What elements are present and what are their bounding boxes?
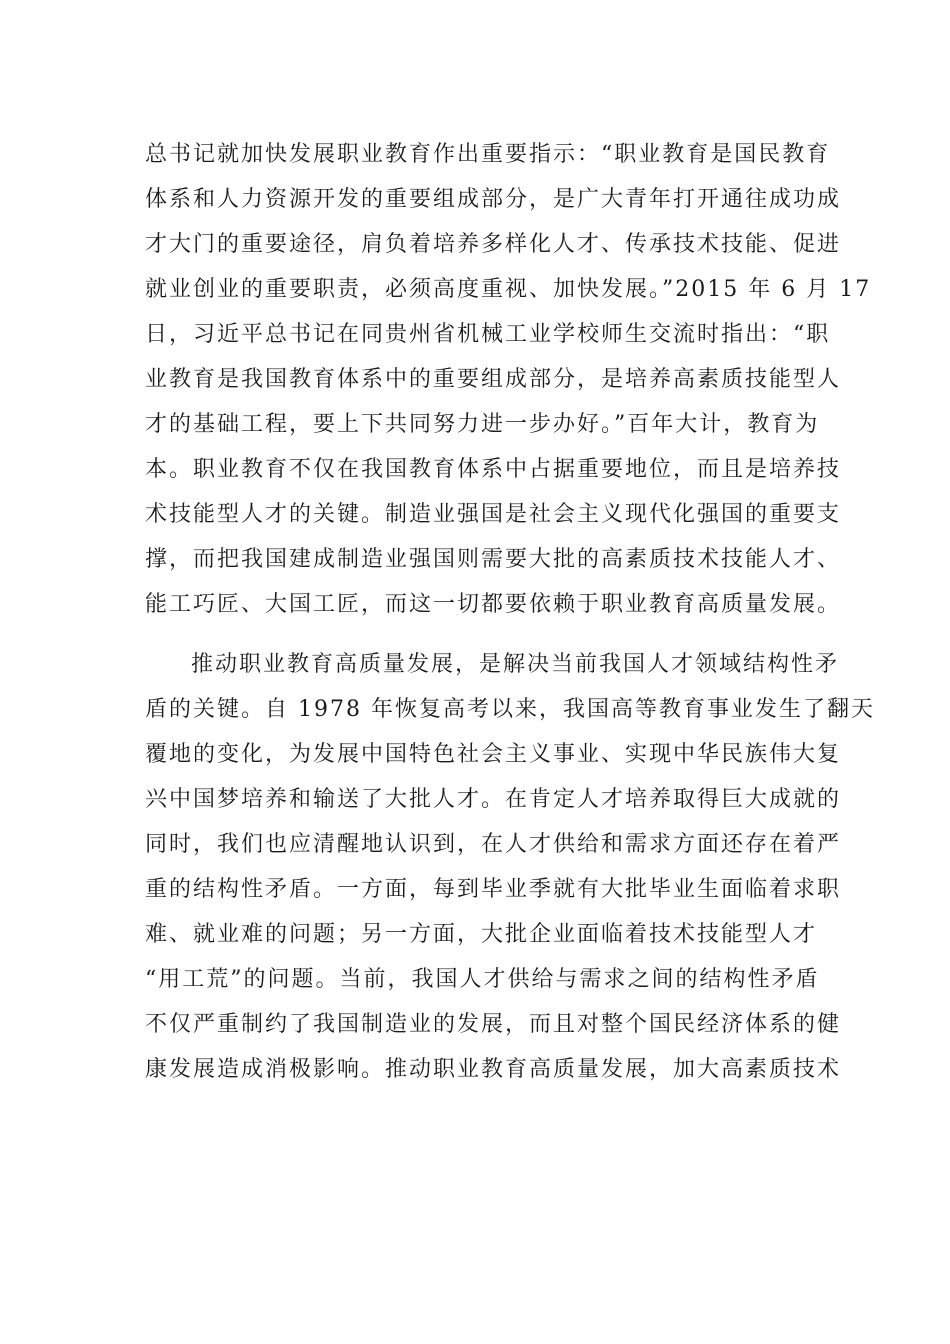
text-line: 才的基础工程，要上下共同努力进一步办好。”百年大计，教育为 [145, 412, 820, 437]
text-line: “用工荒”的问题。当前，我国人才供给与需求之间的结构性矛盾 [145, 967, 820, 992]
text-line: 就业创业的重要职责，必须高度重视、加快发展。”2015 年 6 月 17 [145, 277, 872, 302]
paragraph-2 [145, 642, 875, 1092]
text-line: 盾的关键。自 1978 年恢复高考以来，我国高等教育事业发生了翻天 [145, 697, 875, 722]
text-line: 推动职业教育高质量发展，是解决当前我国人才领域结构性矛 [191, 652, 840, 677]
text-line: 日，习近平总书记在同贵州省机械工业学校师生交流时指出：“职 [145, 322, 831, 347]
text-line: 体系和人力资源开发的重要组成部分，是广大青年打开通往成功成 [145, 187, 842, 212]
text-line: 难、就业难的问题；另一方面，大批企业面临着技术技能型人才 [145, 922, 818, 947]
text-line: 才大门的重要途径，肩负着培养多样化人才、传承技术技能、促进 [145, 232, 842, 257]
text-line: 术技能型人才的关键。制造业强国是社会主义现代化强国的重要支 [145, 502, 842, 527]
text-line: 业教育是我国教育体系中的重要组成部分，是培养高素质技能型人 [145, 367, 842, 392]
text-line: 康发展造成消极影响。推动职业教育高质量发展，加大高素质技术 [145, 1057, 842, 1082]
text-line: 不仅严重制约了我国制造业的发展，而且对整个国民经济体系的健 [145, 1012, 842, 1037]
text-line: 兴中国梦培养和输送了大批人才。在肯定人才培养取得巨大成就的 [145, 787, 842, 812]
text-line: 撑，而把我国建成制造业强国则需要大批的高素质技术技能人才、 [145, 547, 842, 572]
paragraph-1 [145, 132, 872, 627]
text-line: 重的结构性矛盾。一方面，每到毕业季就有大批毕业生面临着求职 [145, 877, 842, 902]
document-page [145, 132, 875, 1092]
text-line: 覆地的变化，为发展中国特色社会主义事业、实现中华民族伟大复 [145, 742, 842, 767]
text-line: 能工巧匠、大国工匠，而这一切都要依赖于职业教育高质量发展。 [145, 592, 842, 617]
text-line: 本。职业教育不仅在我国教育体系中占据重要地位，而且是培养技 [145, 457, 842, 482]
text-line: 总书记就加快发展职业教育作出重要指示：“职业教育是国民教育 [145, 142, 831, 167]
text-line: 同时，我们也应清醒地认识到，在人才供给和需求方面还存在着严 [145, 832, 842, 857]
